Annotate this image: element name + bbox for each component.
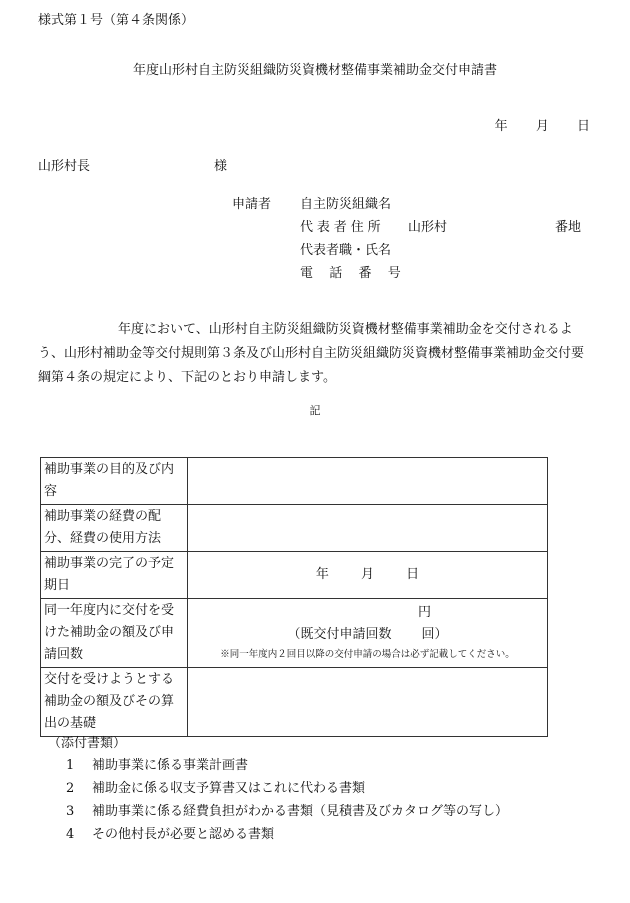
prior-count-line [188,624,547,646]
attachment-number: 1 [66,758,75,773]
paragraph-text: 年度において、山形村自主防災組織防災資機材整備事業補助金を交付されるよう、山形村補助金等交付規則第３条及び山形村自主防災組織防災資機材整備事業補助金交付要綱第４条の規定により、下記のとおり申請します。 [38,322,585,385]
attachment-text: その他村長が必要と認める書類 [92,827,275,842]
prior-grant-note: ※同一年度内２回目以降の交付申請の場合は必ず記載してください。 [220,649,515,660]
table-row [41,668,548,737]
representative-label: 代表者職・氏名 [300,243,392,258]
date-day: 日 [576,119,590,134]
prior-grant-field[interactable] [188,599,548,668]
attachment-item [66,803,508,821]
row-label: 補助事業の完了の予定期日 [41,552,188,599]
attachment-number: 3 [66,804,75,819]
count-suffix: 回） [421,627,448,642]
row-label: 補助事業の目的及び内容 [41,458,188,505]
table-row [41,505,548,552]
attachment-text: 補助金に係る収支予算書又はこれに代わる書類 [92,781,366,796]
phone-label: 電話番号 [300,266,418,281]
addressee-name: 山形村長 [38,159,91,174]
table-row [41,599,548,668]
purpose-field[interactable] [188,458,548,505]
row-label: 同一年度内に交付を受けた補助金の額及び申請回数 [41,599,188,668]
address-prefix: 山形村 [408,220,448,235]
address-label: 代表者住所 [300,220,385,235]
attachment-item [66,780,365,798]
completion-date-field[interactable] [188,552,548,599]
addressee-honorific: 様 [214,159,228,174]
ki-heading: 記 [309,404,321,417]
attachment-text: 補助事業に係る事業計画書 [92,758,249,773]
body-paragraph [38,318,592,390]
applicant-label: 申請者 [232,197,272,212]
attachment-item [66,757,248,775]
expense-allocation-field[interactable] [188,505,548,552]
row-label: 交付を受けようとする補助金の額及びその算出の基礎 [41,668,188,737]
attachment-number: 2 [66,781,75,796]
form-number: 様式第１号（第４条関係） [38,13,195,28]
document-title: 年度山形村自主防災組織防災資機材整備事業補助金交付申請書 [132,63,497,78]
table-row [41,458,548,505]
date-year: 年 [494,119,508,134]
address-suffix: 番地 [555,220,582,235]
attachments-heading: （添付書類） [48,736,127,751]
requested-amount-field[interactable] [188,668,548,737]
attachment-text: 補助事業に係る経費負担がわかる書類（見積書及びカタログ等の写し） [92,804,509,819]
header-date [471,118,590,136]
yen-unit: 円 [417,605,431,620]
completion-month: 月 [360,566,374,582]
addressee [38,158,228,176]
application-table [40,457,548,737]
completion-day: 日 [406,566,420,582]
attachment-number: 4 [66,827,75,842]
org-name-label: 自主防災組織名 [300,197,392,212]
table-row [41,552,548,599]
attachment-item [66,826,274,844]
count-prefix: （既交付申請回数 [287,627,392,642]
completion-year: 年 [315,566,329,582]
date-month: 月 [535,119,549,134]
row-label: 補助事業の経費の配分、経費の使用方法 [41,505,188,552]
